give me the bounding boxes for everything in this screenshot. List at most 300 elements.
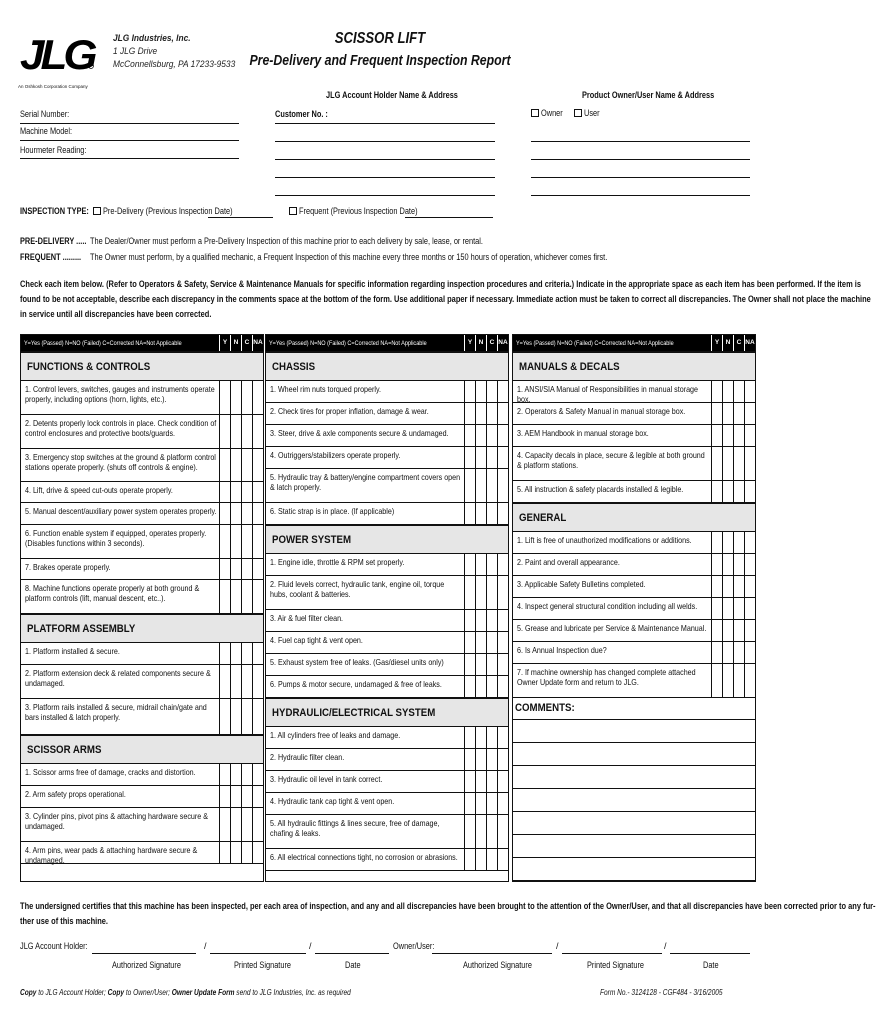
check-cell-n[interactable] (475, 447, 486, 468)
check-cell-c[interactable] (241, 381, 252, 414)
check-cell-n[interactable] (230, 482, 241, 502)
check-cell-na[interactable] (497, 576, 508, 609)
check-cell-c[interactable] (733, 425, 744, 446)
check-cell-n[interactable] (722, 481, 733, 502)
check-cell-n[interactable] (475, 381, 486, 402)
check-cell-n[interactable] (722, 447, 733, 480)
check-cell-y[interactable] (219, 842, 230, 863)
check-cell-c[interactable] (241, 842, 252, 863)
checklist-row (21, 699, 263, 735)
owner-authorized-signature-field[interactable] (432, 953, 552, 954)
check-cell-na[interactable] (497, 771, 508, 792)
check-cell-na[interactable] (252, 665, 263, 698)
check-cell-y[interactable] (711, 554, 722, 575)
check-cell-y[interactable] (464, 503, 475, 524)
check-cell-c[interactable] (486, 632, 497, 653)
frequent-option: Frequent (Previous Inspection Date) (299, 206, 418, 216)
check-cell-y[interactable] (219, 665, 230, 698)
checklist-row (513, 381, 755, 403)
check-cell-y[interactable] (711, 620, 722, 641)
check-cell-c[interactable] (241, 449, 252, 481)
frequent-term: FREQUENT ......... (20, 252, 82, 262)
checklist-item: 1. All cylinders free of leaks and damage. (270, 730, 401, 740)
check-cell-na[interactable] (252, 482, 263, 502)
user-label: User (583, 108, 600, 118)
check-cell-na[interactable] (497, 610, 508, 631)
check-cell-na[interactable] (497, 447, 508, 468)
account-address-line[interactable] (275, 159, 495, 160)
check-cell-c[interactable] (733, 642, 744, 663)
owner-checkbox[interactable] (531, 109, 539, 117)
section-header: PLATFORM ASSEMBLY (21, 614, 263, 643)
check-cell-c[interactable] (486, 654, 497, 675)
legend-col: NA (744, 335, 755, 351)
checklist-row (266, 849, 508, 871)
checklist-row (21, 764, 263, 786)
check-cell-n[interactable] (475, 403, 486, 424)
check-cell-c[interactable] (241, 503, 252, 524)
checklist-item: 3. Cylinder pins, pivot pins & attaching hardware secure & undamaged. (25, 811, 208, 831)
check-cell-c[interactable] (733, 598, 744, 619)
owner-address-line[interactable] (531, 195, 750, 196)
section-header: HYDRAULIC/ELECTRICAL SYSTEM (266, 698, 508, 727)
comment-line[interactable] (513, 835, 755, 858)
check-cell-na[interactable] (252, 643, 263, 664)
check-cell-na[interactable] (252, 415, 263, 448)
check-cell-c[interactable] (486, 576, 497, 609)
check-cell-c[interactable] (486, 403, 497, 424)
check-cell-c[interactable] (733, 554, 744, 575)
check-cell-na[interactable] (252, 503, 263, 524)
check-cell-na[interactable] (497, 554, 508, 575)
check-cell-na[interactable] (252, 525, 263, 558)
checklist-row (266, 771, 508, 793)
checklist-row (513, 425, 755, 447)
legend-col: NA (497, 335, 508, 351)
checklist-item: 2. Platform extension deck & related components secure & undamaged. (25, 668, 211, 688)
legend-col: Y (219, 335, 230, 351)
machine-model-field[interactable] (20, 140, 239, 141)
check-cell-n[interactable] (230, 764, 241, 785)
owner-date-field[interactable] (670, 953, 750, 954)
check-cell-na[interactable] (744, 447, 755, 480)
check-cell-n[interactable] (230, 580, 241, 613)
owner-label: Owner (541, 108, 563, 118)
check-cell-na[interactable] (497, 469, 508, 502)
checklist-item: 1. Lift is free of unauthorized modifications or additions. (517, 535, 692, 545)
checklist-item: 3. Applicable Safety Bulletins completed. (517, 579, 646, 589)
check-cell-c[interactable] (486, 793, 497, 814)
check-cell-y[interactable] (219, 503, 230, 524)
comment-line[interactable] (513, 720, 755, 743)
check-cell-y[interactable] (464, 469, 475, 502)
checklist-row (21, 381, 263, 415)
check-cell-n[interactable] (722, 532, 733, 553)
check-cell-y[interactable] (464, 447, 475, 468)
report-subtitle: Pre-Delivery and Frequent Inspection Report (249, 52, 511, 69)
check-cell-c[interactable] (486, 425, 497, 446)
check-cell-na[interactable] (252, 580, 263, 613)
checklist-item: 3. Emergency stop switches at the ground & platform control stations operate properly. (shuts off controls & engine). (25, 452, 216, 472)
check-cell-n[interactable] (230, 503, 241, 524)
check-cell-n[interactable] (722, 554, 733, 575)
check-cell-n[interactable] (722, 381, 733, 402)
check-cell-n[interactable] (475, 425, 486, 446)
check-cell-c[interactable] (486, 469, 497, 502)
check-cell-c[interactable] (486, 676, 497, 697)
pre-delivery-definition (20, 236, 569, 246)
check-cell-n[interactable] (230, 643, 241, 664)
check-cell-n[interactable] (230, 786, 241, 807)
check-cell-c[interactable] (733, 576, 744, 597)
check-cell-y[interactable] (464, 727, 475, 748)
check-cell-y[interactable] (219, 643, 230, 664)
check-cell-y[interactable] (464, 654, 475, 675)
instructions (20, 277, 871, 322)
check-cell-c[interactable] (486, 610, 497, 631)
check-cell-na[interactable] (252, 842, 263, 863)
copy-label: Copy (20, 988, 37, 997)
owner-user-sig-label: Owner/User: (393, 941, 435, 951)
check-cell-n[interactable] (722, 576, 733, 597)
jlg-date-field[interactable] (315, 953, 389, 954)
checklist-row (21, 580, 263, 614)
serial-number-field[interactable] (20, 123, 239, 124)
check-cell-n[interactable] (475, 727, 486, 748)
legend-bar (21, 335, 263, 352)
printed-signature-caption: Printed Signature (234, 960, 292, 970)
check-cell-y[interactable] (464, 771, 475, 792)
check-cell-n[interactable] (230, 415, 241, 448)
check-cell-na[interactable] (252, 449, 263, 481)
check-cell-n[interactable] (230, 525, 241, 558)
check-cell-c[interactable] (486, 447, 497, 468)
authorized-signature-caption: Authorized Signature (112, 960, 181, 970)
check-cell-c[interactable] (733, 403, 744, 424)
check-cell-na[interactable] (497, 749, 508, 770)
check-cell-n[interactable] (475, 849, 486, 870)
check-cell-y[interactable] (219, 699, 230, 734)
check-cell-n[interactable] (722, 620, 733, 641)
comment-line[interactable] (513, 743, 755, 766)
checklist-row (21, 415, 263, 449)
check-cell-c[interactable] (241, 699, 252, 734)
machine-model-label: Machine Model: (20, 126, 73, 136)
check-cell-c[interactable] (733, 381, 744, 402)
checklist-row (513, 554, 755, 576)
account-holder-heading: JLG Account Holder Name & Address (326, 90, 458, 100)
check-cell-y[interactable] (219, 580, 230, 613)
check-cell-c[interactable] (241, 643, 252, 664)
check-cell-na[interactable] (744, 481, 755, 502)
check-cell-c[interactable] (486, 503, 497, 524)
checklist-row (21, 808, 263, 842)
check-cell-c[interactable] (486, 815, 497, 848)
check-cell-c[interactable] (733, 620, 744, 641)
owner-update-form-label: Owner Update Form (171, 988, 235, 997)
check-cell-na[interactable] (744, 620, 755, 641)
owner-user-checkboxes (531, 108, 603, 118)
check-cell-c[interactable] (486, 749, 497, 770)
check-cell-y[interactable] (711, 642, 722, 663)
check-cell-y[interactable] (711, 403, 722, 424)
checklist-item: 5. All hydraulic fittings & lines secure, free of damage, chafing & leaks. (270, 818, 440, 838)
legend-text: Y=Yes (Passed) N=NO (Failed) C=Corrected NA=Not Applicable (269, 339, 427, 347)
check-cell-n[interactable] (722, 642, 733, 663)
check-cell-n[interactable] (230, 449, 241, 481)
check-cell-y[interactable] (219, 449, 230, 481)
checklist-item: 2. Paint and overall appearance. (517, 557, 620, 567)
check-cell-c[interactable] (241, 665, 252, 698)
check-cell-c[interactable] (486, 849, 497, 870)
check-cell-na[interactable] (497, 632, 508, 653)
check-cell-n[interactable] (722, 598, 733, 619)
check-cell-n[interactable] (230, 665, 241, 698)
comment-line[interactable] (513, 766, 755, 789)
jlg-printed-signature-field[interactable] (210, 953, 306, 954)
check-cell-c[interactable] (241, 808, 252, 841)
frequent-definition (20, 252, 721, 262)
check-cell-na[interactable] (744, 642, 755, 663)
check-cell-n[interactable] (722, 664, 733, 697)
instructions-line: in service until all discrepancies have been corrected. (20, 309, 212, 319)
comment-line[interactable] (513, 858, 755, 881)
check-cell-na[interactable] (744, 664, 755, 697)
check-cell-y[interactable] (219, 381, 230, 414)
check-cell-c[interactable] (241, 415, 252, 448)
checklist-row (513, 642, 755, 664)
check-cell-y[interactable] (464, 576, 475, 609)
checklist-row (266, 815, 508, 849)
check-cell-c[interactable] (241, 525, 252, 558)
checklist-item: 3. Hydraulic oil level in tank correct. (270, 774, 383, 784)
instructions-line: Check each item below. (Refer to Operators & Safety, Service & Maintenance Manuals for specific information regarding inspection procedures and criteria.) Indicate in the appropriate space as each item has been performed. If the item is (20, 279, 862, 289)
checklist-item: 4. Arm pins, wear pads & attaching hardware secure & undamaged. (25, 845, 198, 865)
check-cell-y[interactable] (711, 481, 722, 502)
check-cell-y[interactable] (219, 559, 230, 579)
checklist-item: 6. Function enable system if equipped, operates properly. (Disables functions within 3 seconds). (25, 528, 207, 548)
pre-delivery-term: PRE-DELIVERY ..... (20, 236, 87, 246)
frequent-option-row (289, 206, 444, 216)
checklist-row (266, 403, 508, 425)
frequent-checkbox[interactable] (289, 207, 297, 215)
company-tagline: An Oshkosh Corporation Company (18, 84, 88, 89)
check-cell-n[interactable] (230, 842, 241, 863)
checklist-item: 6. Pumps & motor secure, undamaged & free of leaks. (270, 679, 442, 689)
checklist-item: 4. Capacity decals in place, secure & legible at both ground & platform stations. (517, 450, 705, 470)
check-cell-na[interactable] (744, 425, 755, 446)
check-cell-c[interactable] (241, 764, 252, 785)
check-cell-n[interactable] (475, 632, 486, 653)
section-header: MANUALS & DECALS (513, 352, 755, 381)
check-cell-na[interactable] (497, 403, 508, 424)
checklist-item: 5. All instruction & safety placards installed & legible. (517, 484, 684, 494)
checklist-row (21, 559, 263, 580)
check-cell-y[interactable] (711, 425, 722, 446)
check-cell-na[interactable] (744, 576, 755, 597)
check-cell-n[interactable] (230, 808, 241, 841)
check-cell-n[interactable] (475, 771, 486, 792)
check-cell-y[interactable] (711, 664, 722, 697)
checklist-item: 6. Is Annual Inspection due? (517, 645, 607, 655)
owner-printed-signature-field[interactable] (562, 953, 662, 954)
check-cell-na[interactable] (497, 676, 508, 697)
check-cell-n[interactable] (475, 815, 486, 848)
check-cell-y[interactable] (464, 425, 475, 446)
check-cell-y[interactable] (711, 447, 722, 480)
pre-delivery-checkbox[interactable] (93, 207, 101, 215)
checklist-row (513, 403, 755, 425)
check-cell-na[interactable] (497, 381, 508, 402)
inspection-type-label: INSPECTION TYPE: (20, 206, 89, 216)
check-cell-n[interactable] (475, 554, 486, 575)
check-cell-y[interactable] (464, 815, 475, 848)
checklist-item: 6. Static strap is in place. (If applicable) (270, 506, 395, 516)
checklist-item: 2. Check tires for proper inflation, damage & wear. (270, 406, 429, 416)
product-owner-heading: Product Owner/User Name & Address (582, 90, 715, 100)
check-cell-na[interactable] (497, 654, 508, 675)
check-cell-c[interactable] (486, 771, 497, 792)
pre-delivery-date-field[interactable] (208, 217, 273, 218)
check-cell-c[interactable] (733, 532, 744, 553)
check-cell-y[interactable] (219, 415, 230, 448)
check-cell-na[interactable] (744, 554, 755, 575)
check-cell-na[interactable] (252, 559, 263, 579)
check-cell-n[interactable] (230, 559, 241, 579)
check-cell-na[interactable] (497, 849, 508, 870)
check-cell-c[interactable] (241, 786, 252, 807)
jlg-authorized-signature-field[interactable] (92, 953, 196, 954)
form-number: Form No.- 3124128 - CGF484 - 3/16/2005 (600, 988, 723, 997)
account-address-line[interactable] (275, 141, 495, 142)
slash: / (204, 941, 207, 951)
checklist-row (513, 481, 755, 503)
checklist-row (266, 676, 508, 698)
frequent-date-field[interactable] (405, 217, 493, 218)
check-cell-na[interactable] (744, 598, 755, 619)
checklist-item: 1. ANSI/SIA Manual of Responsibilities in manual storage box. (517, 384, 698, 404)
check-cell-n[interactable] (475, 469, 486, 502)
check-cell-c[interactable] (733, 664, 744, 697)
check-cell-y[interactable] (219, 808, 230, 841)
check-cell-na[interactable] (252, 808, 263, 841)
check-cell-y[interactable] (711, 532, 722, 553)
check-cell-y[interactable] (464, 793, 475, 814)
check-cell-na[interactable] (252, 786, 263, 807)
check-cell-na[interactable] (252, 699, 263, 734)
check-cell-na[interactable] (744, 381, 755, 402)
check-cell-n[interactable] (475, 503, 486, 524)
check-cell-y[interactable] (219, 764, 230, 785)
check-cell-na[interactable] (497, 503, 508, 524)
check-cell-c[interactable] (241, 482, 252, 502)
certification (20, 899, 876, 929)
check-cell-y[interactable] (464, 849, 475, 870)
check-cell-n[interactable] (475, 676, 486, 697)
legend-col: Y (464, 335, 475, 351)
legend-col: N (722, 335, 733, 351)
checklist-item: 4. Lift, drive & speed cut-outs operate properly. (25, 485, 173, 495)
check-cell-na[interactable] (497, 425, 508, 446)
checklist-row (266, 632, 508, 654)
check-cell-y[interactable] (464, 676, 475, 697)
owner-address-line[interactable] (531, 159, 750, 160)
check-cell-y[interactable] (219, 525, 230, 558)
check-cell-na[interactable] (744, 403, 755, 424)
check-cell-c[interactable] (486, 554, 497, 575)
check-cell-y[interactable] (464, 554, 475, 575)
legend-col: NA (252, 335, 263, 351)
owner-address-line[interactable] (531, 141, 750, 142)
check-cell-n[interactable] (722, 403, 733, 424)
pre-delivery-text: The Dealer/Owner must perform a Pre-Delivery Inspection of this machine prior to each delivery by sale, lease, or rental. (90, 236, 483, 246)
check-cell-na[interactable] (497, 727, 508, 748)
checklist-item: 3. Steer, drive & axle components secure & undamaged. (270, 428, 449, 438)
company-name: JLG Industries, Inc. (113, 33, 191, 44)
account-address-line[interactable] (275, 195, 495, 196)
legend-col: C (733, 335, 744, 351)
check-cell-y[interactable] (219, 786, 230, 807)
check-cell-c[interactable] (241, 559, 252, 579)
check-cell-y[interactable] (711, 576, 722, 597)
account-address-line[interactable] (275, 177, 495, 178)
customer-no-label: Customer No. : (275, 109, 328, 119)
check-cell-na[interactable] (252, 381, 263, 414)
customer-no-field[interactable] (275, 123, 495, 124)
check-cell-na[interactable] (497, 815, 508, 848)
check-cell-n[interactable] (230, 381, 241, 414)
user-checkbox[interactable] (574, 109, 582, 117)
checklist-item: 5. Exhaust system free of leaks. (Gas/diesel units only) (270, 657, 444, 667)
check-cell-c[interactable] (733, 447, 744, 480)
check-cell-na[interactable] (252, 764, 263, 785)
jlg-holder-label: JLG Account Holder: (20, 941, 88, 951)
checklist-item: 8. Machine functions operate properly at both ground & platform controls (lift, manual descent, etc..). (25, 583, 200, 603)
check-cell-c[interactable] (486, 381, 497, 402)
check-cell-n[interactable] (722, 425, 733, 446)
owner-address-line[interactable] (531, 177, 750, 178)
check-cell-c[interactable] (733, 481, 744, 502)
check-cell-y[interactable] (464, 403, 475, 424)
check-cell-c[interactable] (486, 727, 497, 748)
check-cell-n[interactable] (475, 576, 486, 609)
check-cell-y[interactable] (464, 632, 475, 653)
check-cell-y[interactable] (219, 482, 230, 502)
check-cell-c[interactable] (241, 580, 252, 613)
check-cell-n[interactable] (475, 793, 486, 814)
checklist-item: 4. Outriggers/stabilizers operate properly. (270, 450, 401, 460)
comment-line[interactable] (513, 812, 755, 835)
check-cell-y[interactable] (711, 381, 722, 402)
checklist-row (21, 786, 263, 808)
comment-line[interactable] (513, 789, 755, 812)
checklist-row (266, 469, 508, 503)
check-cell-y[interactable] (464, 749, 475, 770)
check-cell-na[interactable] (744, 532, 755, 553)
report-title: SCISSOR LIFT (334, 30, 426, 47)
check-cell-n[interactable] (475, 610, 486, 631)
check-cell-n[interactable] (230, 699, 241, 734)
check-cell-n[interactable] (475, 654, 486, 675)
check-cell-y[interactable] (464, 381, 475, 402)
check-cell-y[interactable] (711, 598, 722, 619)
check-cell-y[interactable] (464, 610, 475, 631)
printed-signature-caption: Printed Signature (587, 960, 645, 970)
copy-text: to Owner/User; (124, 988, 172, 997)
check-cell-n[interactable] (475, 749, 486, 770)
check-cell-na[interactable] (497, 793, 508, 814)
hourmeter-field[interactable] (20, 158, 239, 159)
